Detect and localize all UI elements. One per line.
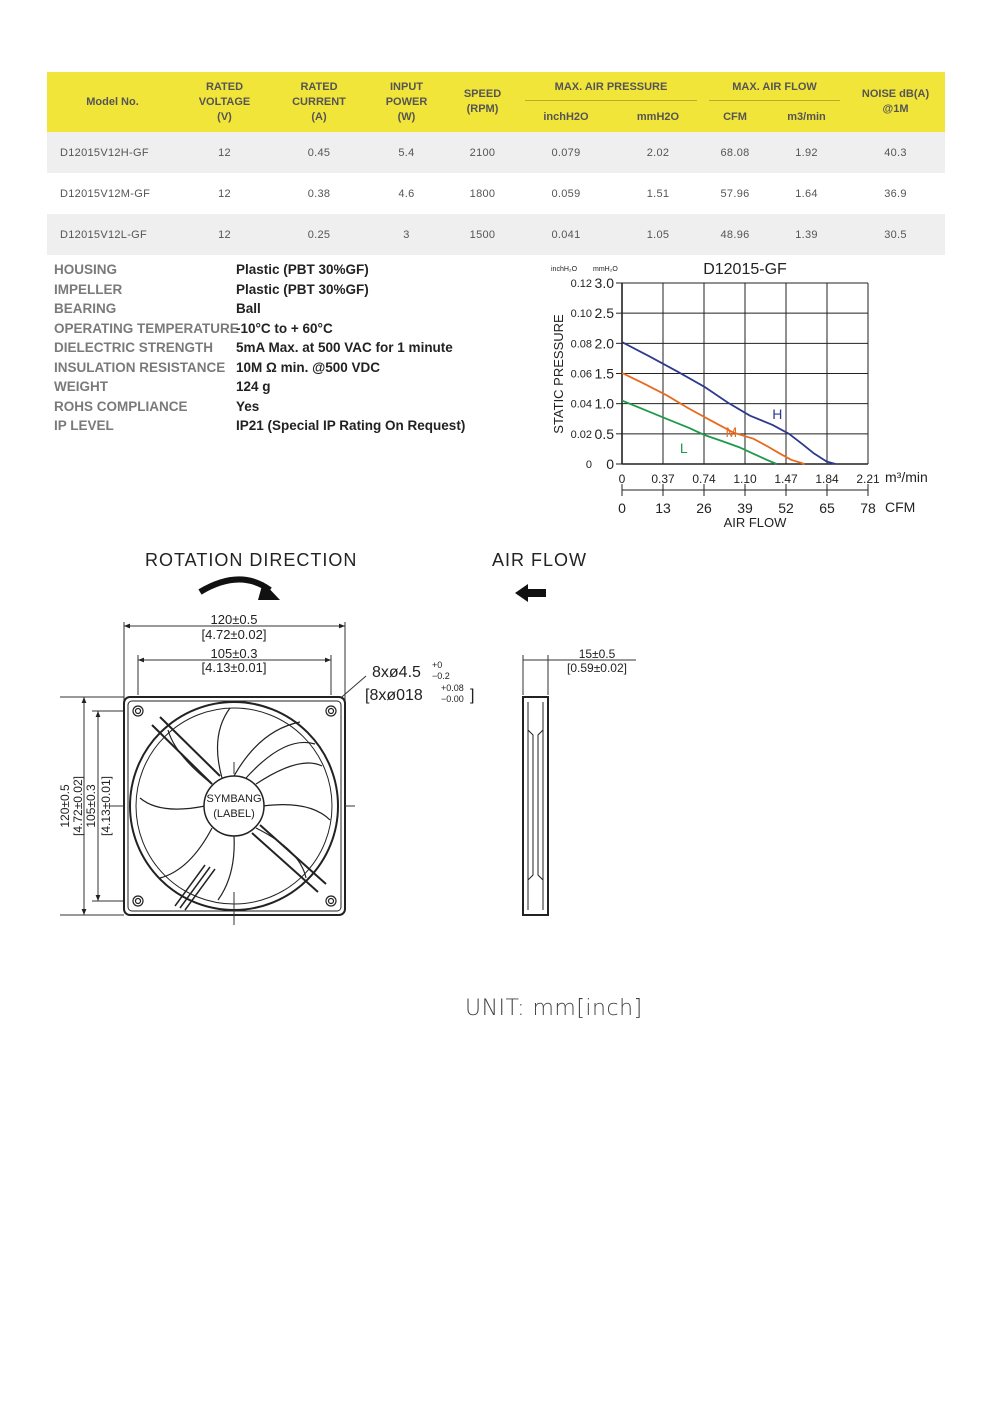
cell-speed: 1800 (446, 173, 519, 214)
property-value: Plastic (PBT 30%GF) (236, 281, 369, 297)
hole-spec-inch-close: ] (470, 687, 475, 704)
header-voltage: RATED VOLTAGE (V) (178, 72, 271, 132)
x-tick-label-cfm: 52 (778, 500, 794, 516)
dim-height-mm: 120±0.5 (58, 784, 72, 828)
cell-flow-cfm: 48.96 (703, 214, 767, 255)
x-tick-label-cfm: 65 (819, 500, 835, 516)
header-pressure-inch: inchH2O (519, 102, 613, 132)
property-row (54, 299, 465, 319)
dim-height-inch: [4.72±0.02] (71, 776, 85, 836)
cell-speed: 2100 (446, 132, 519, 173)
cell-noise: 40.3 (846, 132, 945, 173)
property-value: 124 g (236, 379, 271, 394)
x-tick-label-cfm: 13 (655, 500, 671, 516)
cell-current: 0.25 (271, 214, 367, 255)
y-tick-label-inch: 0.10 (570, 308, 592, 321)
y-tick-label-inch: 0.02 (570, 428, 592, 441)
dim-hole-spacing-mm: 105±0.3 (210, 646, 258, 661)
series-label-l: L (679, 440, 688, 457)
y-tick-label-mm: 2.5 (594, 305, 614, 322)
x-axis-label: AIR FLOW (723, 515, 787, 530)
hole-spec: 8xø4.5 (372, 664, 421, 681)
hole-tol-top: +0 (432, 660, 443, 670)
cell-flow-m3: 1.64 (767, 173, 846, 214)
dim-vhole-mm: 105±0.3 (84, 784, 98, 828)
y-unit-mm: mmH₂O (593, 266, 618, 273)
y-tick-label-inch: 0.04 (570, 398, 592, 411)
x-tick-label-m3: 0 (618, 472, 626, 486)
y-unit-inch: inchH₂O (551, 266, 578, 273)
cell-speed: 1500 (446, 214, 519, 255)
cell-flow-cfm: 57.96 (703, 173, 767, 214)
property-label: INSULATION RESISTANCE (54, 359, 226, 375)
table-row (47, 132, 945, 173)
x-tick-label-m3: 1.10 (733, 472, 757, 486)
x-tick-label-cfm: 0 (618, 500, 626, 516)
property-label: ROHS COMPLIANCE (54, 398, 188, 414)
header-airflow-group: MAX. AIR FLOW (703, 72, 846, 102)
header-flow-cfm: CFM (703, 102, 767, 132)
property-value: IP21 (Special IP Rating On Request) (236, 418, 466, 433)
cell-power: 3 (367, 214, 446, 255)
header-power: INPUT POWER (W) (367, 72, 446, 132)
table-row (47, 214, 945, 255)
y-tick-label-mm: 1.5 (594, 365, 614, 382)
x-tick-label-cfm: 39 (737, 500, 753, 516)
property-label: IP LEVEL (54, 418, 114, 433)
property-value: 10M Ω min. @500 VDC (236, 359, 381, 375)
y-tick-labels (571, 275, 615, 472)
x-tick-label-m3: 0.37 (651, 472, 675, 486)
cell-pressure-mm: 1.51 (613, 173, 703, 214)
x-tick-label-cfm: 26 (696, 500, 712, 516)
rotation-arrow-icon (200, 579, 280, 600)
cell-voltage: 12 (178, 132, 271, 173)
header-speed: SPEED (RPM) (446, 72, 519, 132)
property-value: -10°C to + 60°C (236, 320, 333, 336)
property-row (54, 338, 465, 358)
performance-chart (545, 256, 945, 536)
header-current: RATED CURRENT (A) (271, 72, 367, 132)
x-tick-label-m3: 1.84 (815, 472, 839, 486)
cell-current: 0.45 (271, 132, 367, 173)
series-label-m: M (725, 423, 738, 440)
header-flow-m3: m3/min (767, 102, 846, 132)
cell-pressure-mm: 2.02 (613, 132, 703, 173)
hole-tol-bottom: −0.2 (432, 671, 450, 681)
spec-table (47, 72, 945, 255)
property-label: BEARING (54, 301, 117, 316)
header-model: Model No. (47, 72, 178, 132)
dim-vhole-inch: [4.13±0.01] (99, 776, 113, 836)
property-row (54, 280, 465, 300)
cell-pressure-mm: 1.05 (613, 214, 703, 255)
property-label: IMPELLER (54, 281, 123, 297)
property-row (54, 319, 465, 339)
x-tick-label-cfm: 78 (860, 500, 876, 516)
y-tick-label-mm: 0 (606, 456, 614, 472)
y-tick-label-inch: 0 (585, 459, 592, 471)
property-value: Plastic (PBT 30%GF) (236, 262, 369, 277)
y-tick-label-mm: 1.0 (594, 395, 614, 412)
x-tick-label-m3: 2.21 (856, 472, 880, 486)
table-row (47, 173, 945, 214)
chart-series (622, 342, 836, 464)
property-row (54, 397, 465, 417)
dim-hole-spacing-inch: [4.13±0.01] (201, 660, 267, 675)
property-row (54, 358, 465, 378)
technical-drawing (0, 530, 992, 950)
cell-voltage: 12 (178, 173, 271, 214)
y-tick-label-inch: 0.12 (570, 278, 592, 290)
cell-pressure-inch: 0.041 (519, 214, 613, 255)
cell-flow-cfm: 68.08 (703, 132, 767, 173)
fan-front-view (110, 697, 355, 925)
air-flow-label: AIR FLOW (492, 550, 588, 570)
cell-model: D12015V12L-GF (47, 214, 178, 255)
y-tick-label-mm: 2.0 (594, 335, 614, 352)
unit-label: UNIT: mm[inch] (465, 996, 643, 1021)
hole-inch-tol-bottom: −0.00 (441, 694, 464, 704)
cell-noise: 30.5 (846, 214, 945, 255)
property-label: DIELECTRIC STRENGTH (54, 340, 214, 355)
dim-thickness-inch: [0.59±0.02] (567, 661, 627, 675)
table-header-row (47, 72, 945, 102)
dim-width-mm: 120±0.5 (210, 612, 258, 627)
header-pressure-mm: mmH2O (613, 102, 703, 132)
hole-inch-tol-top: +0.08 (441, 683, 464, 693)
cell-noise: 36.9 (846, 173, 945, 214)
header-pressure-group: MAX. AIR PRESSURE (519, 72, 703, 102)
property-label: HOUSING (54, 262, 118, 277)
fan-side-view (523, 697, 548, 915)
property-label: WEIGHT (54, 379, 108, 394)
y-tick-label-inch: 0.06 (570, 368, 592, 381)
rotation-direction-label: ROTATION DIRECTION (145, 550, 358, 570)
property-value: 5mA Max. at 500 VAC for 1 minute (236, 340, 453, 355)
x-tick-label-m3: 0.74 (692, 472, 716, 486)
chart-grid (616, 283, 868, 464)
hole-spec-inch: [8xø018 (365, 687, 423, 704)
dim-width-inch: [4.72±0.02] (201, 627, 267, 642)
y-tick-label-inch: 0.08 (570, 338, 592, 351)
cell-power: 4.6 (367, 173, 446, 214)
cell-model: D12015V12H-GF (47, 132, 178, 173)
x-tick-label-m3: 1.47 (774, 472, 798, 486)
y-axis-label: STATIC PRESSURE (551, 314, 566, 434)
series-line-l (622, 401, 777, 464)
cell-pressure-inch: 0.079 (519, 132, 613, 173)
chart-title: D12015-GF (703, 261, 787, 278)
y-tick-label-mm: 0.5 (594, 425, 614, 442)
cell-voltage: 12 (178, 214, 271, 255)
property-value: Yes (236, 398, 260, 414)
property-label: OPERATING TEMPERATURE (54, 320, 239, 336)
properties-list (54, 260, 465, 436)
x-tick-labels (618, 472, 880, 516)
cell-flow-m3: 1.39 (767, 214, 846, 255)
series-label-h: H (772, 405, 783, 422)
x-unit-m3: m³/min (885, 469, 928, 485)
dim-thickness-mm: 15±0.5 (578, 647, 616, 661)
cell-flow-m3: 1.92 (767, 132, 846, 173)
header-noise: NOISE dB(A) @1M (846, 72, 945, 132)
hub-label-sub: (LABEL) (213, 808, 255, 820)
airflow-arrow-icon (515, 584, 546, 602)
property-row (54, 260, 465, 280)
hub-label-brand: SYMBANG (206, 793, 262, 805)
series-line-h (622, 342, 836, 464)
cell-model: D12015V12M-GF (47, 173, 178, 214)
cell-pressure-inch: 0.059 (519, 173, 613, 214)
property-value: Ball (236, 301, 261, 316)
property-row (54, 377, 465, 397)
x-unit-cfm: CFM (885, 499, 916, 515)
cell-current: 0.38 (271, 173, 367, 214)
property-row (54, 416, 465, 436)
cell-power: 5.4 (367, 132, 446, 173)
y-tick-label-mm: 3.0 (594, 275, 614, 291)
